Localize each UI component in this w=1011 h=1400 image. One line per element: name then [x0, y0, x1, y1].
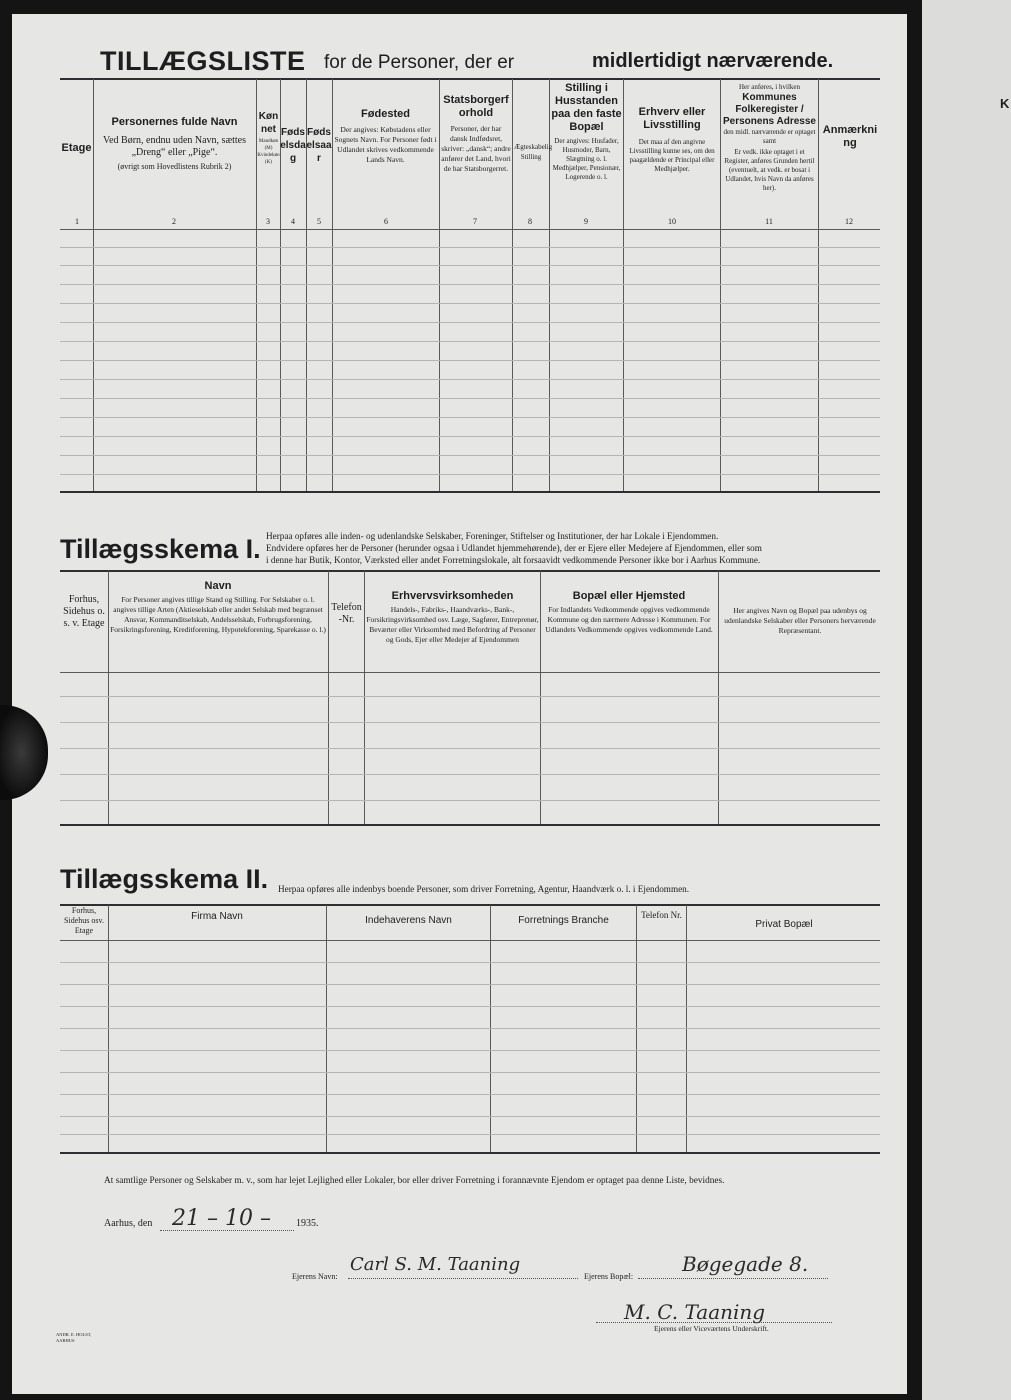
date-year: 1935.	[296, 1218, 319, 1229]
skema2-title: Tillægsskema II.	[60, 864, 269, 894]
col-foedested-header: Fødested Der angives: Købstadens eller Sognets Navn. For Personer født i Udlandet skrives vedkommende Lands Navn.	[334, 108, 437, 164]
col-folkeregister-header: Her anføres, i hvilken Kommunes Folkeregister / Personens Adresse den midl. nærværende er optaget samt Er vedk. ikke optaget i et Register, anføres Grunden hertil (eventuelt, at vedk. er bosat i Udlandet, hvis Navn da anføres her).	[722, 83, 816, 192]
col-anmaerkning-header: Anmærkning	[822, 124, 878, 149]
col-no: 7	[473, 217, 477, 226]
skema2-col-branche: Forretnings Branche	[518, 915, 609, 926]
main-title-mid: for de Personer, der er	[324, 52, 515, 73]
skema1-col-telefon: Telefon-Nr.	[331, 602, 362, 625]
skema1-col-navn: Navn For Personer angives tillige Stand og Stilling. For Selskaber o. l. angives tillige Arten (Aktieselskab eller andet Selskab med begrænset Ansvar, Kommanditselskab, Andelsselskab, Forbrugsforening, Forsikringsforening, Kreditforening, Hypotekforening, Sparekasse o. l.)	[110, 580, 326, 634]
printer-imprint: ANDR. E. HOLST, AARHUS	[56, 1332, 92, 1343]
skema1-col-repraesentant: Her angives Navn og Bopæl paa udenbys og udenlandske Selskaber eller Personers herværende Repræsentant.	[724, 606, 876, 635]
col-no: 12	[845, 217, 853, 226]
main-title: TILLÆGSLISTE	[100, 46, 306, 76]
col-koen-header: Kønnet Mandkøn (M) Kvindekøn (K)	[257, 111, 280, 165]
skema2-top-border	[60, 904, 880, 906]
col-no: 3	[266, 217, 270, 226]
skema1-description: Herpaa opføres alle inden- og udenlandske Selskaber, Foreninger, Stiftelser og Institutioner, der har Lokale i Ejendommen. Endvidere opføres her de Personer (herunder ogsaa i Udlandet hjemmehørende), der er Ejere eller Medejere af Ejendommen, eller som i denne har Butik, Kontor, Værksted eller andet Forretningslokale, alt forsaavidt vedkommende Personer ikke bor i Aarhus Kommune.	[266, 531, 762, 565]
col-statsborger-header: Statsborgerforhold Personer, der har dansk Indfødsret, skriver: „dansk“; andre anfører det Land, hvori de har Statsborgerret.	[441, 94, 511, 173]
adjacent-page-text: K	[1000, 96, 1010, 111]
attestation-text: At samtlige Personer og Selskaber m. v., som har lejet Lejlighed eller Lokaler, bor eller driver Forretning i forannævnte Ejendom er optaget paa denne Liste, bevidnes.	[104, 1176, 725, 1186]
skema1-col-bopael: Bopæl eller Hjemsted For Indlandets Vedkommende opgives vedkommende Kommune og den nærmere Adresse i Kommunen. For Udlandets Vedkommende opgives vedkommende Land.	[545, 590, 713, 634]
skema2-col-privat-bopael: Privat Bopæl	[755, 919, 813, 930]
col-no: 5	[317, 217, 321, 226]
skema2-col-telefon: Telefon Nr.	[641, 910, 682, 920]
col-etage-header: Etage	[61, 142, 92, 154]
skema1-col-etage: Forhus, Sidehus o. s. v. Etage	[63, 594, 105, 629]
col-no: 10	[668, 217, 676, 226]
handwritten-owner-name: Carl S. M. Taaning	[350, 1254, 521, 1275]
skema2-col-indehaver: Indehaverens Navn	[365, 915, 452, 926]
signature-label: Ejerens eller Viceværtens Underskrift.	[654, 1324, 769, 1333]
col-stilling-header: Stilling i Husstanden paa den faste Bopæl Der angives: Husfader, Husmoder, Barn, Slægtning o. l. Medhjælper, Pensionær, Logerende o. l.	[551, 82, 622, 181]
col-no: 11	[765, 217, 773, 226]
skema2-description: Herpaa opføres alle indenbys boende Personer, som driver Forretning, Agentur, Haandværk o. l. i Ejendommen.	[278, 884, 690, 894]
main-title-bold: midlertidigt nærværende.	[592, 50, 834, 72]
skema1-col-erhverv: Erhvervsvirksomheden Handels-, Fabriks-, Haandværks-, Bank-, Forsikringsvirksomhed osv. Læge, Sagfører, Entreprenør, Beværter eller Virksomhed med Befordring af Personer og Gods, Ejer eller Medejer af Ejendommen	[366, 590, 539, 644]
col-erhverv-header: Erhverv eller Livsstilling Det maa af den angivne Livsstilling kunne ses, om den paagældende er Principal eller Medhjælper.	[629, 106, 715, 173]
col-no: 8	[528, 217, 532, 226]
col-no: 9	[584, 217, 588, 226]
main-header-bottom	[60, 229, 880, 230]
handwritten-signature: M. C. Taaning	[624, 1300, 766, 1324]
handwritten-owner-residence: Bøgegade 8.	[682, 1252, 809, 1276]
col-no: 4	[291, 217, 295, 226]
main-top-border	[60, 78, 880, 80]
skema2-col-firma: Firma Navn	[191, 911, 243, 922]
col-no: 1	[75, 217, 79, 226]
skema2-bottom-border	[60, 1152, 880, 1154]
handwritten-date: 21 – 10 –	[172, 1206, 271, 1231]
form-page	[12, 14, 907, 1394]
skema1-title: Tillægsskema I.	[60, 534, 261, 564]
col-foedselsdag-header: Fødselsdag	[280, 127, 306, 164]
skema1-bottom-border	[60, 824, 880, 826]
owner-residence-label: Ejerens Bopæl:	[584, 1272, 634, 1281]
col-navn-header: Personernes fulde Navn Ved Børn, endnu uden Navn, sættes „Dreng“ eller „Pige“. (øvrigt som Hovedlistens Rubrik 2)	[102, 116, 247, 171]
adjacent-page	[922, 0, 1011, 1400]
col-no: 2	[172, 217, 176, 226]
date-place-label: Aarhus, den	[104, 1218, 153, 1229]
main-bottom-border	[60, 491, 880, 493]
skema1-top-border	[60, 570, 880, 572]
col-foedselsaar-header: Fødselsaar	[306, 127, 332, 164]
col-aegteskabelig-header: Ægteskabelig Stilling	[514, 143, 553, 161]
skema2-col-etage: Forhus, Sidehus osv. Etage	[64, 906, 104, 935]
col-no: 6	[384, 217, 388, 226]
owner-name-label: Ejerens Navn:	[292, 1272, 338, 1281]
